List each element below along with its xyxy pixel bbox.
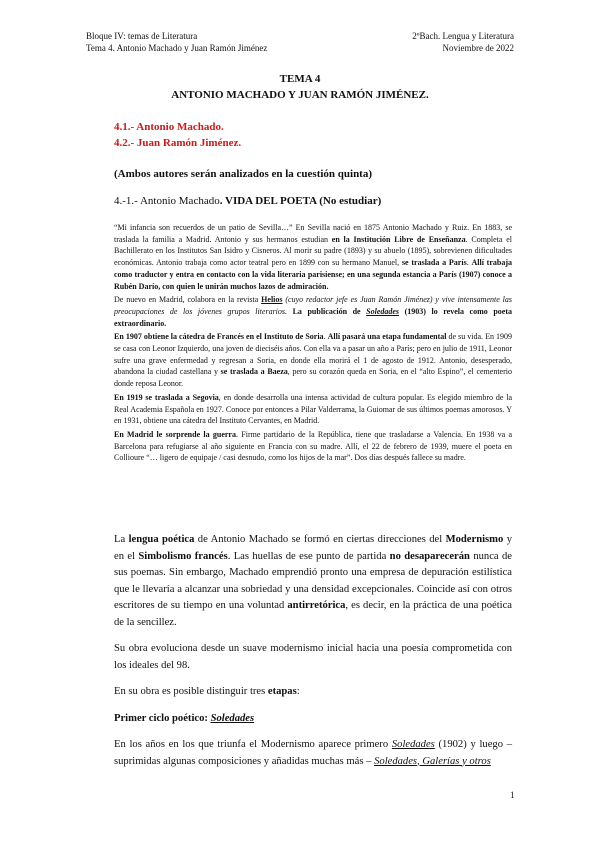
body-p3c: : [296,686,300,697]
index-item-jimenez: 4.2.- Juan Ramón Jiménez. [114,137,242,149]
section-heading-suffix: . VIDA DEL POETA (No estudiar) [219,195,382,207]
section-heading-prefix: 4.-1.- Antonio Machado [114,195,220,207]
body-p5d: Soledades, Galerías y otros [374,755,491,767]
title-tema: TEMA 4 [279,73,321,85]
bio-p2d: La publicación de [292,306,367,316]
bio-paragraph-3 [114,331,512,390]
bio-p2c: (cuyo redactor jefe es Juan Ramón Jiménez) y vive intensamente las preocupaciones de los jóvenes grupos literarios. [114,295,512,316]
body-paragraph-4 [114,711,512,728]
main-text-block [114,532,512,770]
bio-paragraph-4 [114,392,512,427]
body-p1g: . Las huellas de ese punto de partida [227,550,390,562]
body-p1b: lengua poética [128,534,195,545]
bio-p5a: En Madrid le sorprende la guerra [114,429,236,439]
header-left [86,30,267,54]
header-topic: Tema 4. Antonio Machado y Juan Ramón Jiménez [86,43,268,53]
header-right [412,30,514,54]
bio-p3b: . [323,332,328,342]
body-p5c: (1902) y luego –suprimidas algunas composiciones y añadidas muchas más – [114,739,512,767]
bio-p3c: Allí pasará una etapa fundamental [327,332,447,342]
body-p1i: nunca de sus poemas. Sin embargo, Machado emprendió pronto una empresa de depuración estilística que le llevaría a alcanzar una sobriedad y una densidad excepcionales. Coincide así con otros escritores de su tiempo en una voluntad [114,550,512,611]
body-paragraph-1 [114,532,512,631]
bio-p2b: Helios [261,295,283,305]
index-item-machado: 4.1.- Antonio Machado. [114,121,224,133]
section-heading [114,195,381,207]
page-number: 1 [510,790,515,800]
body-p1d: Modernismo [445,534,504,545]
body-paragraph-3 [114,684,512,701]
bio-p1a: “Mi infancia son recuerdos de un patio de Sevilla…” En Sevilla nació en 1875 Antonio Machado y Ruiz. En 1883, se traslada la familia a Madrid. Antonio y sus hermanos estudian [114,223,512,244]
title-authors: ANTONIO MACHADO Y JUAN RAMÓN JIMÉNEZ. [171,89,429,101]
body-p1a: La [114,534,129,545]
bio-p1f: Allí trabaja como traductor y entra en contacto con la vida literaria parisiense; en una segunda estancia a París (1907) conoce a Rubén Darío, con quien le unirán muchos lazos de admiración. [114,258,513,291]
bio-p4a: En 1919 se traslada a Segovia [114,392,219,402]
bio-p3e: se traslada a Baeza [220,367,288,377]
bio-p2a: De nuevo en Madrid, colabora en la revista [114,295,262,305]
bio-p2f: (1903) lo revela como poeta extraordinario. [114,306,512,328]
body-p4b: Soledades [210,712,255,724]
body-p1j: antirretórica [287,600,346,611]
body-p3b: etapas [267,686,297,697]
bio-p1e: . [466,258,472,268]
header-date: Noviembre de 2022 [442,43,514,53]
bio-p5b: . Firme partidario de la República, tiene que trasladarse a Valencia. En 1938 va a Barcelona para refugiarse al año siguiente en Francia con su madre. Allí, el 22 de febrero de 1939, muere el poeta en Collioure “… ligero de equipaje / casi desnudo, como los hijos de la mar”. Dos días después fallece su madre. [114,429,513,463]
body-p3a: En su obra es posible distinguir tres [114,686,268,697]
body-p4a: Primer ciclo poético: [114,712,211,724]
bio-p1c: . Completa el Bachillerato en los Institutos San Isidro y Cisneros. Al morir su padre (1893) y su abuelo (1895), sobrevienen dificultades económicas. Antonio trabaja como actor teatral pero en 1899 con su hermano Manuel, [114,234,512,268]
bio-p1b: en la Institución Libre de Enseñanza [331,234,466,244]
body-p1h: no desaparecerán [389,550,470,562]
bio-p2e: Soledades [366,306,400,316]
body-p1e: y en el [114,534,512,562]
header-course: 2ºBach. Lengua y Literatura [412,31,514,41]
body-p1k: , es decir, en la práctica de una poética de la sencillez. [114,600,512,628]
bio-paragraph-5 [114,429,512,464]
bio-p3f: , pero su corazón queda en Soria, en el “alto Espino”, el cementerio donde reposa Leonor. [114,367,512,389]
bio-paragraph-2 [114,294,512,329]
body-p5b: Soledades [391,739,435,750]
bio-p3a: En 1907 obtiene la cátedra de Francés en el Instituto de Soria [114,332,324,342]
body-paragraph-5 [114,737,512,770]
body-paragraph-2 [114,641,512,674]
bio-p1d: se traslada a París [401,258,467,268]
body-p1c: de Antonio Machado se formó en ciertas direcciones del [194,534,446,545]
bio-paragraph-1 [114,222,512,292]
header-subject: Bloque IV: temas de Literatura [86,31,198,41]
bio-p4b: , en donde desarrolla una intensa actividad de cultura popular. Es elegido miembro de la Real Academia Española en 1927. Conoce por entonces a Pilar Valderrama, la Guiomar de sus últimos poemas amorosos. Y en 1931, obtiene una cátedra del Instituto Cervantes, en Madrid. [114,392,513,426]
note-cuestion-quinta: (Ambos autores serán analizados en la cuestión quinta) [114,168,373,180]
body-p2: Su obra evoluciona desde un suave modernismo inicial hacia una poesía comprometida con los ideales del 98. [114,643,512,671]
bio-p3d: de su vida. En 1909 se casa con Leonor Izquierdo, una joven de dieciséis años. Con ella va a pasar un año a París; pero en julio de 1911, Leonor sufre una grave enfermedad y regresan a Soria, en donde ella morirá el 1 de agosto de 1912. Antonio, desesperado, abandona la ciudad castellana y [114,332,513,377]
body-p5a: En los años en los que triunfa el Modernismo aparece primero [114,739,392,750]
biography-block [114,222,512,466]
body-p1f: Simbolismo francés [138,550,228,562]
